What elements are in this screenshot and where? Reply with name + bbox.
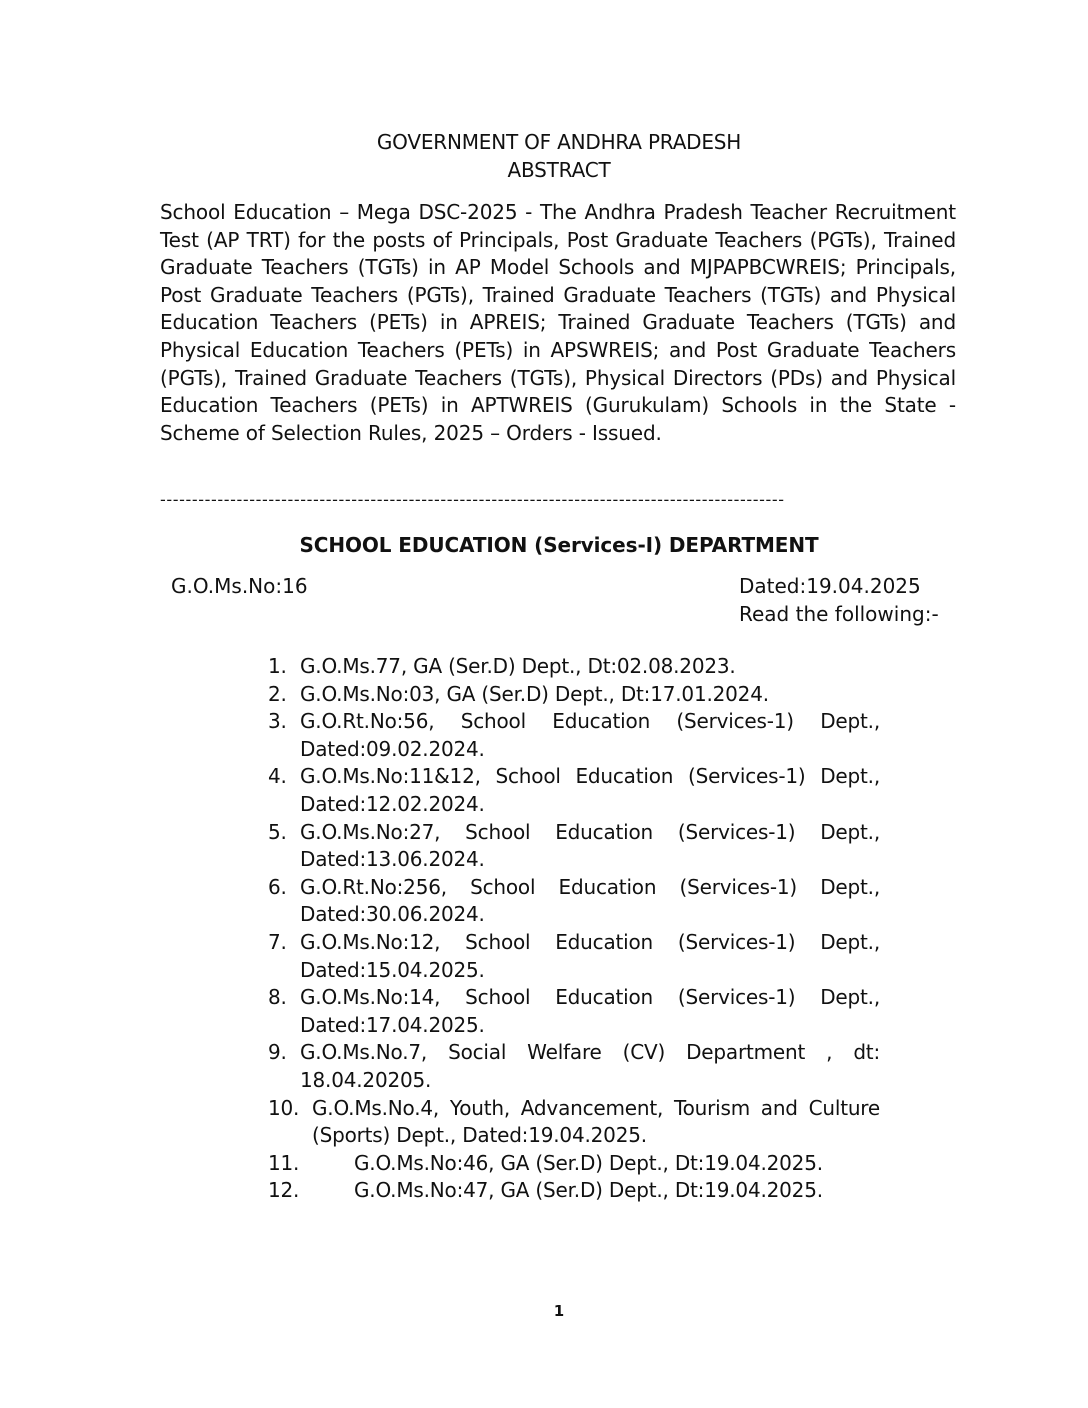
reference-number: 5.	[268, 819, 287, 844]
page-number: 1	[553, 1302, 565, 1320]
reference-item	[268, 1039, 880, 1094]
department-heading: SCHOOL EDUCATION (Services-I) DEPARTMENT	[299, 533, 819, 557]
reference-text: G.O.Ms.No:47, GA (Ser.D) Dept., Dt:19.04.2025.	[354, 1178, 823, 1203]
reference-item	[268, 708, 880, 763]
reference-text: G.O.Ms.No:14, School Education (Services-1) Dept., Dated:17.04.2025.	[300, 985, 880, 1037]
reference-item	[268, 653, 880, 681]
reference-text: G.O.Ms.No.7, Social Welfare (CV) Department , dt: 18.04.20205.	[300, 1040, 880, 1092]
reference-text: G.O.Ms.No:12, School Education (Services-1) Dept., Dated:15.04.2025.	[300, 929, 880, 982]
reference-text: G.O.Ms.No:03, GA (Ser.D) Dept., Dt:17.01.2024.	[300, 681, 769, 706]
reference-number: 3.	[268, 709, 287, 734]
reference-number: 9.	[268, 1040, 287, 1065]
reference-number: 11.	[268, 1150, 300, 1175]
go-dated: Dated:19.04.2025	[739, 574, 921, 598]
subject-paragraph: School Education – Mega DSC-2025 - The Andhra Pradesh Teacher Recruitment Test (AP TRT) for the posts of Principals, Post Graduate Teachers (PGTs), Trained Graduate Teachers (TGTs) in AP Model Schools and MJPAPBCWREIS; Principals, Post Graduate Teachers (PGTs), Trained Graduate Teachers (TGTs) and Physical Education Teachers (PETs) in APREIS; Trained Graduate Teachers (TGTs) and Physical Education Teachers (PETs) in APSWREIS; and Post Graduate Teachers (PGTs), Trained Graduate Teachers (TGTs), Physical Directors (PDs) and Physical Education Teachers (PETs) in APTWREIS (Gurukulam) Schools in the State - Scheme of Selection Rules, 2025 – Orders - Issued.	[160, 200, 956, 445]
reference-number: 1.	[268, 654, 287, 678]
reference-text: G.O.Ms.No.4, Youth, Advancement, Tourism and Culture (Sports) Dept., Dated:19.04.2025.	[312, 1095, 880, 1148]
reference-list	[268, 653, 880, 1205]
read-following-label: Read the following:-	[739, 602, 939, 626]
reference-item	[268, 1095, 880, 1150]
reference-number: 10.	[268, 1095, 300, 1120]
reference-number: 2.	[268, 681, 287, 706]
reference-number: 8.	[268, 985, 287, 1010]
reference-number: 6.	[268, 874, 287, 899]
reference-text: G.O.Rt.No:56, School Education (Services-1) Dept., Dated:09.02.2024.	[300, 709, 880, 761]
reference-item	[268, 1177, 880, 1205]
reference-text: G.O.Ms.No:27, School Education (Services-1) Dept., Dated:13.06.2024.	[300, 819, 880, 872]
reference-text: G.O.Ms.No:46, GA (Ser.D) Dept., Dt:19.04.2025.	[354, 1150, 823, 1175]
reference-item	[268, 819, 880, 874]
reference-item	[268, 984, 880, 1039]
reference-item	[268, 763, 880, 818]
divider-line: --------------------------------------------------------------------------------------------------	[160, 490, 785, 509]
reference-text: G.O.Rt.No:256, School Education (Services-1) Dept., Dated:30.06.2024.	[300, 874, 880, 927]
reference-item	[268, 929, 880, 984]
reference-text: G.O.Ms.No:11&12, School Education (Services-1) Dept., Dated:12.02.2024.	[300, 764, 880, 816]
reference-number: 12.	[268, 1178, 300, 1203]
go-number: G.O.Ms.No:16	[171, 574, 308, 598]
government-title: GOVERNMENT OF ANDHRA PRADESH	[376, 130, 742, 154]
reference-number: 7.	[268, 929, 287, 954]
reference-item	[268, 681, 880, 709]
abstract-title: ABSTRACT	[507, 158, 611, 182]
reference-item	[268, 1150, 880, 1178]
reference-item	[268, 874, 880, 929]
reference-text: G.O.Ms.77, GA (Ser.D) Dept., Dt:02.08.2023.	[300, 654, 736, 678]
reference-number: 4.	[268, 764, 287, 789]
